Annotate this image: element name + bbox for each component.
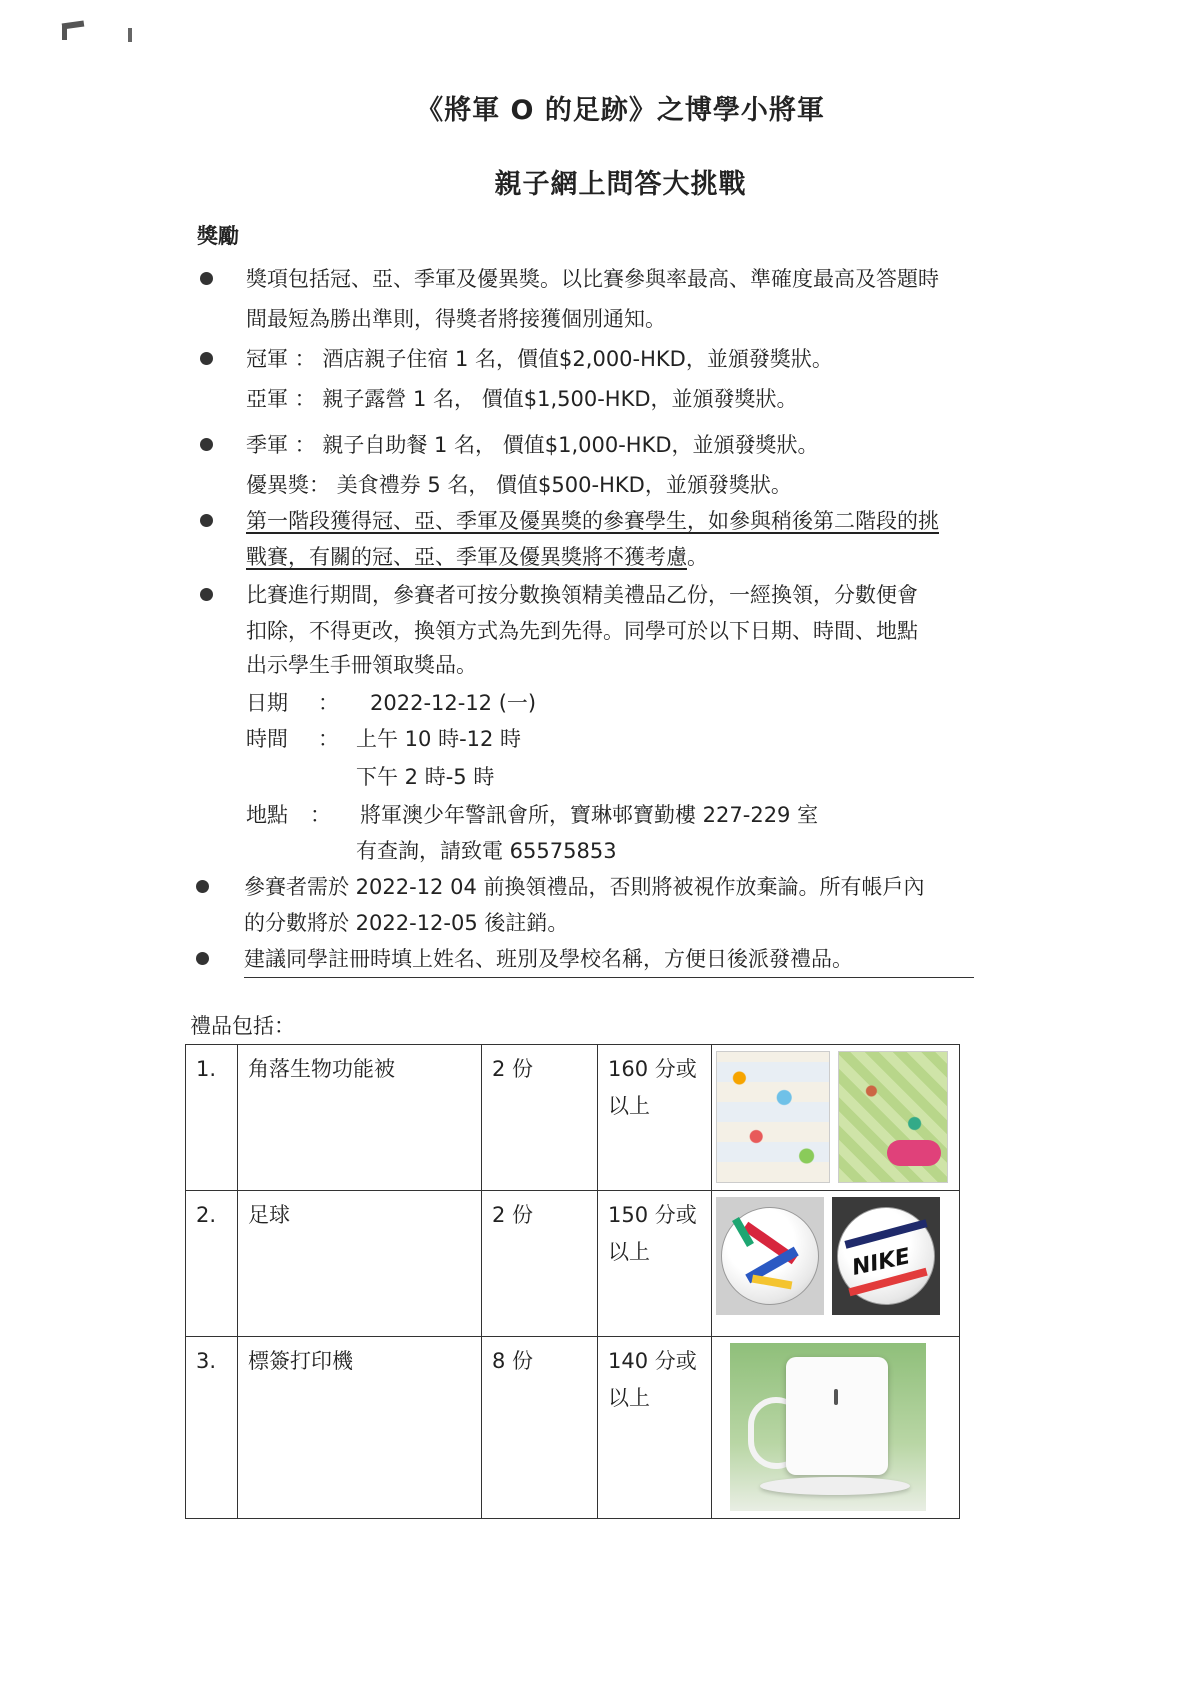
runner-up-prize: 亞軍 ： 親子露營 1 名， 價值$1,500-HKD，並頒發獎狀。 [246,387,798,411]
bullet-icon [200,438,213,451]
gift-points-line: 160 分或 [608,1057,697,1081]
gift-points-line: 以上 [608,1093,650,1118]
gift-points-line: 以上 [608,1385,650,1410]
bullet-icon [200,514,213,527]
redemption-line: 出示學生手冊領取獎品。 [246,653,477,677]
bullet-icon [200,352,213,365]
gift-quantity: 2 份 [482,1191,598,1337]
nike-football-photo [832,1197,940,1315]
nike-logo: NIKE [849,1244,913,1281]
bullet-icon [200,588,213,601]
gifts-label: 禮品包括： [190,1014,295,1038]
registration-advice: 建議同學註冊時填上姓名、班別及學校名稱，方便日後派發禮品。 [244,947,853,971]
section-heading: 獎勵 [197,224,239,248]
stage-rule-line [246,545,708,570]
date-value: 2022-12-12 (一) [370,691,537,715]
gift-name: 角落生物功能被 [238,1045,482,1191]
time-label: 時間 [246,727,288,751]
printer-stand [760,1477,910,1495]
deadline-line: 參賽者需於 2022-12 04 前換領禮品，否則將被視作放棄論。所有帳戶內 [244,875,925,899]
colon: ： [318,691,339,715]
football-photo [716,1197,824,1315]
scan-mark [62,24,67,40]
bullet-icon [196,952,209,965]
nike-football-icon [837,1207,935,1305]
enquiry-line: 有查詢，請致電 65575853 [356,839,617,863]
table-row [186,1191,960,1337]
award-description-line: 獎項包括冠、亞、季軍及優異獎。以比賽參與率最高、準確度最高及答題時 [246,267,939,291]
gift-quantity: 8 份 [482,1337,598,1519]
gift-points-line: 140 分或 [608,1349,697,1373]
stage-rule-text: 戰賽，有關的冠、亞、季軍及優異獎將不獲考慮 [246,545,687,569]
bullet-icon [200,272,213,285]
label-printer-icon [786,1357,888,1475]
page-subtitle: 親子網上問答大挑戰 [494,169,747,200]
football-icon [721,1207,819,1305]
gift-name: 足球 [238,1191,482,1337]
place-label: 地點 [246,803,288,827]
champion-prize: 冠軍 ： 酒店親子住宿 1 名，價值$2,000-HKD，並頒發獎狀。 [246,347,833,371]
stage-rule-period: 。 [687,545,708,569]
label-printer-photo [730,1343,926,1511]
gift-number: 1. [186,1045,238,1191]
gift-number: 3. [186,1337,238,1519]
blanket-package-photo [838,1051,948,1183]
time-value-morning: 上午 10 時-12 時 [356,727,522,751]
gifts-table [185,1044,960,1519]
gift-points [598,1191,712,1337]
redemption-line: 扣除，不得更改，換領方式為先到先得。同學可於以下日期、時間、地點 [246,619,918,643]
deadline-line: 的分數將於 2022-12-05 後註銷。 [244,911,569,935]
colon: ： [318,727,339,751]
blanket-photo [716,1051,830,1183]
award-description-line: 間最短為勝出準則，得獎者將接獲個別通知。 [246,307,666,331]
merit-prize: 優異獎： 美食禮券 5 名， 價值$500-HKD，並頒發獎狀。 [246,473,792,497]
stage-rule-line: 第一階段獲得冠、亞、季軍及優異獎的參賽學生，如參與稍後第二階段的挑 [246,509,939,533]
package-tag [887,1140,941,1166]
redemption-line: 比賽進行期間，參賽者可按分數換領精美禮品乙份，一經換領，分數便會 [246,583,918,607]
time-value-afternoon: 下午 2 時-5 時 [356,765,495,789]
page-title: 《將軍 O 的足跡》之博學小將軍 [416,95,825,126]
colon: ： [310,803,331,827]
date-label: 日期 [246,691,288,715]
gift-quantity: 2 份 [482,1045,598,1191]
gift-images [712,1191,960,1337]
bullet-icon [196,880,209,893]
place-value: 將軍澳少年警訊會所，寶琳邨寶勤樓 227-229 室 [360,803,819,827]
table-row [186,1337,960,1519]
gift-points-line: 150 分或 [608,1203,697,1227]
gift-images [712,1045,960,1191]
gift-points [598,1045,712,1191]
gift-images [712,1337,960,1519]
table-row [186,1045,960,1191]
gift-points [598,1337,712,1519]
gift-number: 2. [186,1191,238,1337]
scan-mark [128,28,132,42]
underline-rule [244,977,974,978]
third-place-prize: 季軍 ： 親子自助餐 1 名， 價值$1,000-HKD，並頒發獎狀。 [246,433,819,457]
gift-name: 標簽打印機 [238,1337,482,1519]
gift-points-line: 以上 [608,1239,650,1264]
